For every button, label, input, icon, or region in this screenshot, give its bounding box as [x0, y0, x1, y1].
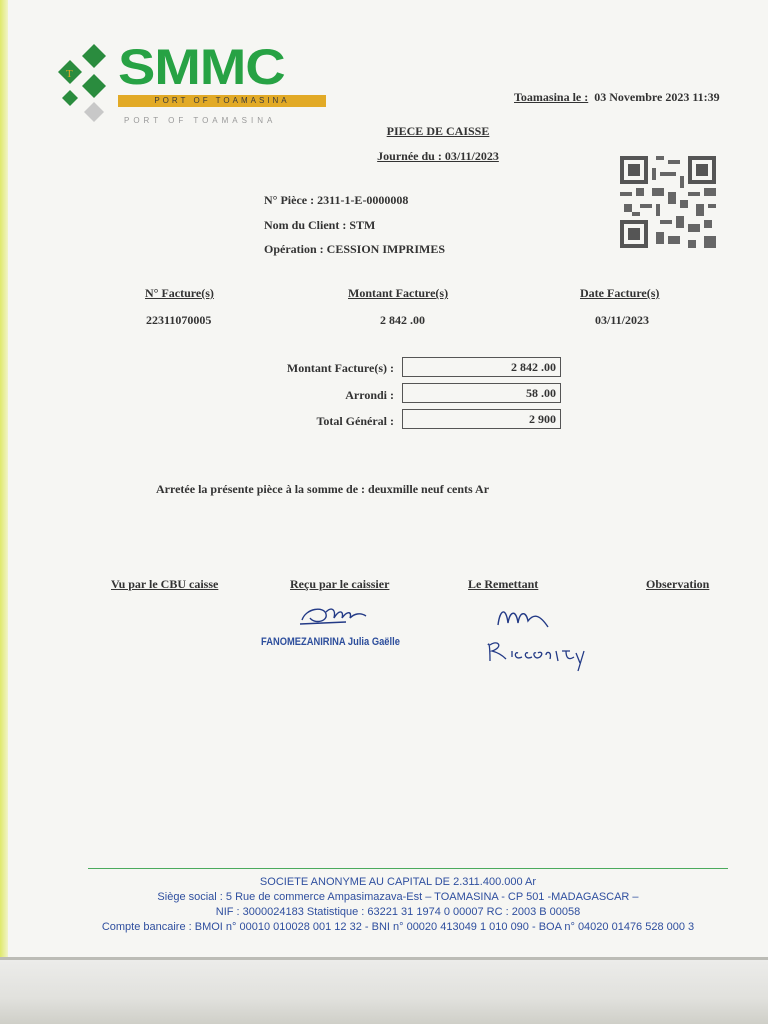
total-value-grand: 2 900 [402, 409, 561, 429]
remitter-signature [478, 595, 598, 675]
journee-line: Journée du : 03/11/2023 [377, 149, 499, 163]
footer-company: SOCIETE ANONYME AU CAPITAL DE 2.311.400.000 Ar [259, 876, 537, 888]
sig-header-observation: Observation [646, 577, 710, 591]
page-edge [0, 0, 8, 1024]
document-title: PIECE DE CAISSE [386, 124, 490, 138]
operation: Opération : CESSION IMPRIMES [264, 242, 446, 256]
document-dateline [514, 90, 720, 105]
total-label-rounding: Arrondi : [345, 388, 394, 402]
total-value-amount: 2 842 .00 [402, 357, 561, 377]
col-header-invoice-number: N° Facture(s) [145, 286, 214, 300]
total-value-rounding: 58 .00 [402, 383, 561, 403]
qr-code-icon [620, 156, 716, 248]
sig-header-remitter: Le Remettant [468, 577, 539, 591]
cashier-signature [296, 600, 376, 630]
logo-subtitle: PORT OF TOAMASINA [124, 116, 277, 125]
col-header-invoice-amount: Montant Facture(s) [348, 286, 449, 300]
total-label-amount: Montant Facture(s) : [286, 361, 394, 375]
amount-in-words: Arretée la présente pièce à la somme de : deuxmille neuf cents Ar [156, 482, 490, 496]
invoice-number: 22311070005 [146, 313, 212, 327]
footer-registration: NIF : 3000024183 Statistique : 63221 31 1974 0 00007 RC : 2003 B 00058 [215, 906, 581, 918]
col-header-invoice-date: Date Facture(s) [580, 286, 660, 300]
footer-bank: Compte bancaire : BMOI n° 00010 010028 001 12 32 - BNI n° 00020 413049 1 010 090 - BOA n° 04020 01476 528 000 3 [101, 921, 695, 933]
footer-rule [88, 868, 728, 869]
invoice-date: 03/11/2023 [595, 313, 650, 327]
logo-wordmark: SMMC [118, 39, 285, 95]
sig-header-cbu: Vu par le CBU caisse [111, 577, 219, 591]
page-bottom-edge [0, 960, 768, 1024]
logo-band: PORT OF TOAMASINA [118, 95, 326, 107]
document-page [8, 0, 768, 960]
cashier-name: FANOMEZANIRINA Julia Gaëlle [261, 636, 400, 648]
date-value: 03 Novembre 2023 11:39 [594, 90, 720, 104]
client-name: Nom du Client : STM [264, 218, 376, 232]
smmc-logo [56, 40, 336, 132]
footer-address: Siège social : 5 Rue de commerce Ampasimazava-Est – TOAMASINA - CP 501 -MADAGASCAR – [157, 891, 639, 903]
sig-header-cashier: Reçu par le caissier [290, 577, 390, 591]
invoice-amount: 2 842 .00 [380, 313, 425, 327]
total-label-grand: Total Général : [316, 414, 394, 428]
date-label: Toamasina le : [514, 90, 589, 104]
piece-number: N° Pièce : 2311-1-E-0000008 [264, 193, 409, 207]
port-emblem-icon [56, 40, 116, 132]
svg-text:T: T [66, 68, 73, 80]
